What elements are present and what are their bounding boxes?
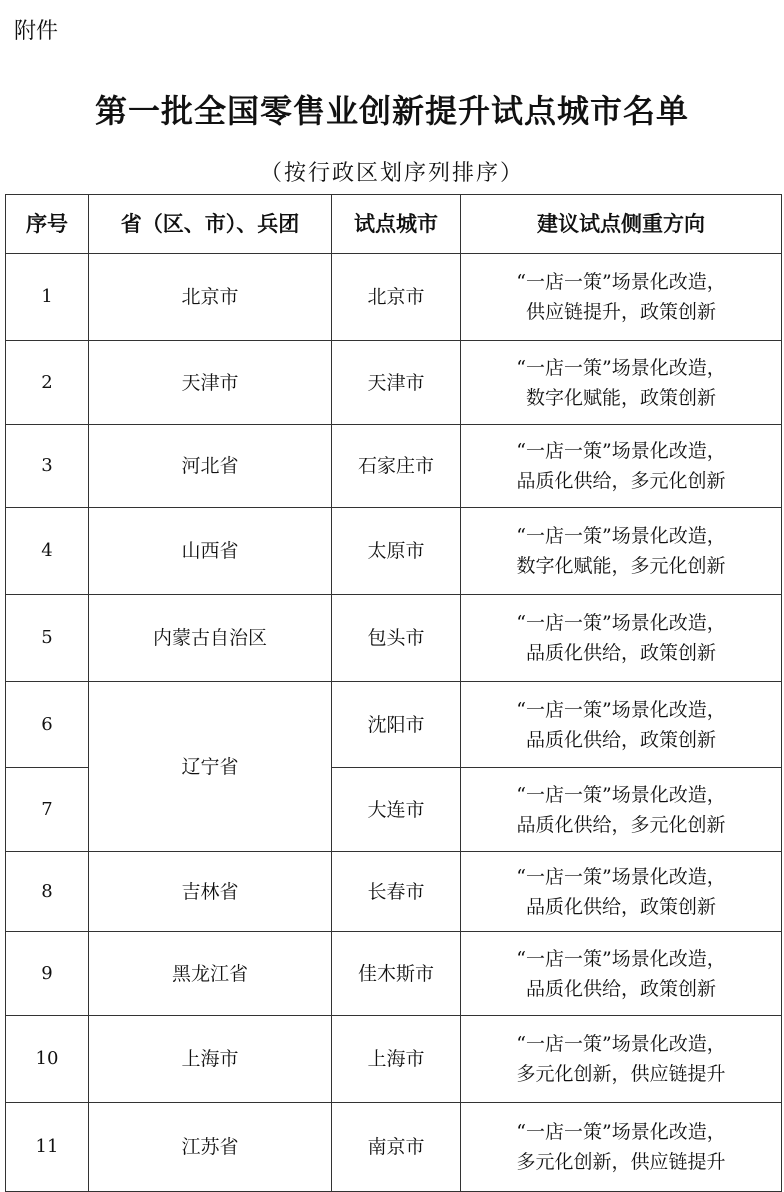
attachment-label: 附件	[14, 19, 59, 44]
table-header-row	[6, 195, 782, 254]
row-direction	[461, 254, 782, 341]
page-subtitle: （按行政区划序列排序）	[259, 161, 524, 186]
table-row	[6, 595, 782, 682]
direction-line: 多元化创新，供应链提升	[516, 1151, 726, 1173]
row-number: 10	[6, 1016, 89, 1103]
row-province: 辽宁省	[89, 682, 332, 852]
row-direction	[461, 852, 782, 932]
row-province: 北京市	[89, 254, 332, 341]
direction-line: 品质化供给，政策创新	[525, 728, 716, 751]
row-province: 上海市	[89, 1016, 332, 1103]
table-row	[6, 682, 782, 768]
row-city: 大连市	[332, 768, 461, 852]
direction-line: “一店一策”场景化改造，	[516, 1033, 726, 1055]
direction-line: 数字化赋能，政策创新	[525, 386, 716, 409]
direction-line: “一店一策”场景化改造，	[516, 865, 726, 888]
row-city: 北京市	[332, 254, 461, 341]
row-city: 南京市	[332, 1103, 461, 1192]
row-city: 石家庄市	[332, 425, 461, 508]
direction-line: 供应链提升，政策创新	[525, 301, 716, 323]
direction-line: “一店一策”场景化改造，	[516, 698, 726, 721]
row-city: 佳木斯市	[332, 932, 461, 1016]
row-province: 山西省	[89, 508, 332, 595]
header-direction: 建议试点侧重方向	[461, 195, 782, 254]
row-province: 黑龙江省	[89, 932, 332, 1016]
direction-line: “一店一策”场景化改造，	[516, 271, 726, 293]
direction-line: 品质化供给，政策创新	[525, 977, 716, 1000]
table-row	[6, 425, 782, 508]
direction-line: “一店一策”场景化改造，	[516, 783, 726, 806]
row-city: 长春市	[332, 852, 461, 932]
row-number: 4	[6, 508, 89, 595]
row-city: 天津市	[332, 341, 461, 425]
row-number: 3	[6, 425, 89, 508]
header-city: 试点城市	[332, 195, 461, 254]
row-direction	[461, 341, 782, 425]
row-city: 上海市	[332, 1016, 461, 1103]
row-direction	[461, 768, 782, 852]
row-province: 内蒙古自治区	[89, 595, 332, 682]
header-number: 序号	[6, 195, 89, 254]
row-number: 7	[6, 768, 89, 852]
row-number: 1	[6, 254, 89, 341]
row-city: 太原市	[332, 508, 461, 595]
direction-line: 品质化供给，多元化创新	[516, 470, 726, 492]
direction-line: “一店一策”场景化改造，	[516, 947, 726, 970]
table-row	[6, 1103, 782, 1192]
direction-line: “一店一策”场景化改造，	[516, 525, 726, 547]
row-province: 天津市	[89, 341, 332, 425]
row-direction	[461, 425, 782, 508]
direction-line: 多元化创新，供应链提升	[516, 1063, 726, 1085]
row-direction	[461, 932, 782, 1016]
row-number: 11	[6, 1103, 89, 1192]
table-row	[6, 508, 782, 595]
direction-line: 品质化供给，政策创新	[525, 642, 716, 664]
table-row	[6, 341, 782, 425]
row-direction	[461, 508, 782, 595]
row-direction	[461, 595, 782, 682]
direction-line: “一店一策”场景化改造，	[516, 440, 726, 462]
pilot-city-table	[5, 194, 782, 1192]
row-city: 包头市	[332, 595, 461, 682]
row-city: 沈阳市	[332, 682, 461, 768]
row-number: 9	[6, 932, 89, 1016]
row-province: 河北省	[89, 425, 332, 508]
row-number: 5	[6, 595, 89, 682]
table-row	[6, 852, 782, 932]
table-row	[6, 932, 782, 1016]
header-province: 省（区、市）、兵团	[89, 195, 332, 254]
direction-line: “一店一策”场景化改造，	[516, 612, 726, 634]
row-province: 江苏省	[89, 1103, 332, 1192]
table-row	[6, 254, 782, 341]
row-direction	[461, 1103, 782, 1192]
row-direction	[461, 682, 782, 768]
page-title: 第一批全国零售业创新提升试点城市名单	[94, 92, 689, 130]
direction-line: “一店一策”场景化改造，	[516, 356, 726, 379]
direction-line: “一店一策”场景化改造，	[516, 1121, 726, 1143]
row-number: 8	[6, 852, 89, 932]
row-province: 吉林省	[89, 852, 332, 932]
row-direction	[461, 1016, 782, 1103]
table-row	[6, 1016, 782, 1103]
direction-line: 品质化供给，政策创新	[525, 895, 716, 918]
row-number: 6	[6, 682, 89, 768]
direction-line: 数字化赋能，多元化创新	[516, 555, 726, 577]
direction-line: 品质化供给，多元化创新	[516, 813, 726, 836]
row-number: 2	[6, 341, 89, 425]
